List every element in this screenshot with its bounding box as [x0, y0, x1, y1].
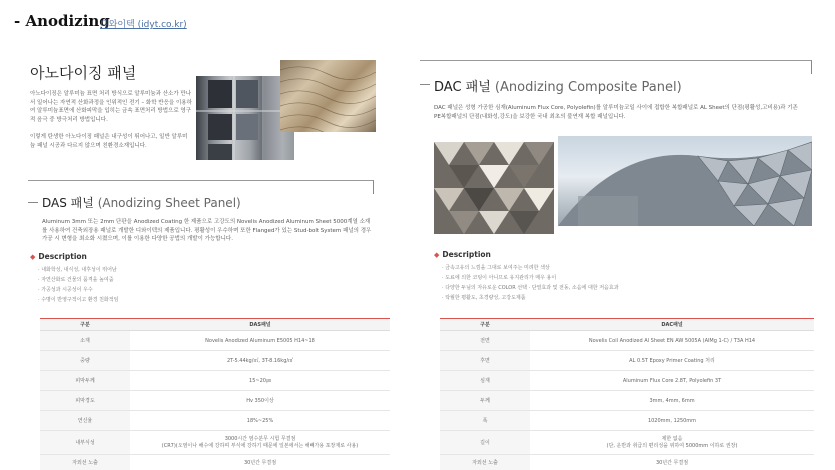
list-item: · 금속고유의 느낌을 그대로 보여주는 미려한 색상	[442, 263, 619, 273]
table-cell: Novelis Coil Anodized Al Sheet EN AW 5005A (AlMg 1-C) / T3A H14	[530, 331, 814, 351]
list-item: · 자연산화로 건물의 품격을 높여줌	[38, 275, 118, 285]
das-description-label: Description	[38, 252, 87, 261]
anodizing-intro-paragraph: 아노다이징은 알루미늄 표면 처리 방식으로 알루미늄과 산소가 만나서 일어나는 자연적 산화과정을 인위적인 전기 – 화학 반응을 이용하여 알루미늄표면에 산화피막을 입히는 금속 표면처리 방법으로 영구적 음극 중 방극처리 방법입니다.	[30, 91, 192, 123]
table-header-row	[40, 319, 390, 331]
table-row	[440, 351, 814, 371]
dac-frame-line	[420, 60, 812, 74]
list-item: · 도료에 의한 코팅이 아니므로 유지관리가 매우 용이	[442, 273, 619, 283]
table-cell: 전면	[440, 331, 530, 351]
dac-frame-tick	[420, 84, 430, 85]
table-cell: 자외선 노출	[440, 455, 530, 470]
table-cell: 심재	[440, 371, 530, 391]
table-cell: 소재	[40, 331, 130, 351]
das-title-en: (Anodizing Sheet Panel)	[97, 196, 241, 210]
table-cell: 제한 없음 (단, 운반과 취급의 편리성을 위하여 5000mm 이하로 권장)	[530, 431, 814, 455]
table-cell: 18%~25%	[130, 411, 390, 431]
list-item: · 수명이 반영구적이고 환경 친화적임	[38, 295, 118, 305]
table-cell: 피막경도	[40, 391, 130, 411]
dac-title-ko: DAC 패널	[434, 80, 491, 95]
table-row	[440, 411, 814, 431]
dac-paragraph: DAC 패널은 성형 가공한 심재(Aluminum Flux Core, Polyolefin)를 알루미늄코일 사이에 접합한 복합패널로 AL Sheet의 단점(평활성,고비용)과 기존 PE복합패널의 단점(내화성,강도)을 보강한 국내 최초의 불연재 복합 패널입니다.	[434, 105, 798, 120]
table-cell: 1020mm, 1250mm	[530, 411, 814, 431]
list-item: · 탁월한 평활도, 초경량성, 고강도제품	[442, 293, 619, 303]
table-cell: Novelis Anodized Aluminum E5005 H14~18	[130, 331, 390, 351]
textured-panel-photo	[280, 60, 376, 132]
source-link[interactable]: 디와이텍 (idyt.co.kr)	[100, 20, 187, 30]
das-title-ko: DAS 패널	[42, 196, 94, 210]
list-item: · 다양한 두님의 자유로운 COLOR 선택 · 단열효과 및 전동, 소음에 대한 저음효과	[442, 283, 619, 293]
table-cell: 3mm, 4mm, 6mm	[530, 391, 814, 411]
table-row	[40, 351, 390, 371]
table-cell: 15~20㎛	[130, 371, 390, 391]
table-cell: 중량	[40, 351, 130, 371]
table-cell: 두께	[440, 391, 530, 411]
das-spec-table	[40, 318, 390, 470]
table-header-cell: 구분	[440, 319, 530, 331]
dac-spec-table	[440, 318, 814, 470]
table-row	[40, 371, 390, 391]
anodizing-eco-paragraph: 이렇게 탄생한 아노다이징 패널은 내구성이 뛰어나고, 일반 알루미늄 패널 시공과 다르지 않으며 친환경소재입니다.	[30, 134, 188, 149]
table-header-row	[440, 319, 814, 331]
das-frame-tick	[28, 202, 38, 203]
table-cell: 자외선 노출	[40, 455, 130, 470]
das-panel-title	[42, 194, 241, 211]
table-row	[440, 431, 814, 455]
dac-description-label: Description	[442, 250, 491, 259]
dac-title-en: (Anodizing Composite Panel)	[494, 80, 682, 95]
das-paragraph: Aluminum 3mm 또는 2mm 단판을 Anodized Coating 한 제품으로 고강도의 Novelis Anodized Aluminum Sheet 5000계열 소재를 사용하여 건축외장용 패널로 개발한 디와이텍의 제품입니다. 평활성이 우수하며 또한 Flanged가 있는 Stud-bolt System 패널의 경우 가공 시 변형을 최소화 시켰으며, 이를 이용한 다양한 공법의 개발이 가능합니다.	[42, 219, 372, 242]
table-row	[40, 431, 390, 455]
table-cell: 30년간 무결점	[530, 455, 814, 470]
dac-description-heading	[434, 250, 491, 259]
list-item: · 가공성과 시공성이 우수	[38, 285, 118, 295]
table-row	[440, 391, 814, 411]
das-description-heading	[30, 252, 87, 261]
list-item: · 내화학성, 내식성, 내후성이 뛰어남	[38, 265, 118, 275]
table-cell: 3000시간 염수분무 시험 무결점 (CR7)(오염이나 해수에 강하며 부식에 강하기 때문에 일본에서는 해빼가용 포장재로 사용)	[130, 431, 390, 455]
table-row	[440, 371, 814, 391]
table-cell: Hv 350이상	[130, 391, 390, 411]
table-cell: 30년간 무결점	[130, 455, 390, 470]
table-row	[40, 391, 390, 411]
table-cell: 연신율	[40, 411, 130, 431]
table-header-cell: DAS패널	[130, 319, 390, 331]
curved-building-photo	[558, 136, 812, 226]
table-cell: 피막두께	[40, 371, 130, 391]
table-cell: Aluminum Flux Core 2.8T, Polyolefin 3T	[530, 371, 814, 391]
page-title: - Anodizing	[14, 12, 110, 30]
table-header-cell: 구분	[40, 319, 130, 331]
table-cell: AL 0.5T Epoxy Primer Coating 처리	[530, 351, 814, 371]
bullet-icon: ◆	[30, 253, 36, 261]
table-row	[40, 331, 390, 351]
table-row	[440, 331, 814, 351]
table-row	[40, 455, 390, 470]
dac-panel-title	[434, 76, 682, 95]
table-row	[440, 455, 814, 470]
das-frame-line	[28, 180, 374, 194]
table-cell: 후면	[440, 351, 530, 371]
anodizing-panel-title: 아노다이징 패널	[30, 64, 137, 82]
das-description-list	[38, 265, 118, 305]
table-cell: 길이	[440, 431, 530, 455]
triangle-facade-photo	[434, 142, 554, 234]
table-cell: 내부식성	[40, 431, 130, 455]
bullet-icon: ◆	[434, 251, 440, 259]
table-row	[40, 411, 390, 431]
table-header-cell: DAC패널	[530, 319, 814, 331]
table-cell: 2T-5.44kg/㎡, 3T-8.16kg/㎡	[130, 351, 390, 371]
dac-description-list	[442, 263, 619, 303]
table-cell: 폭	[440, 411, 530, 431]
